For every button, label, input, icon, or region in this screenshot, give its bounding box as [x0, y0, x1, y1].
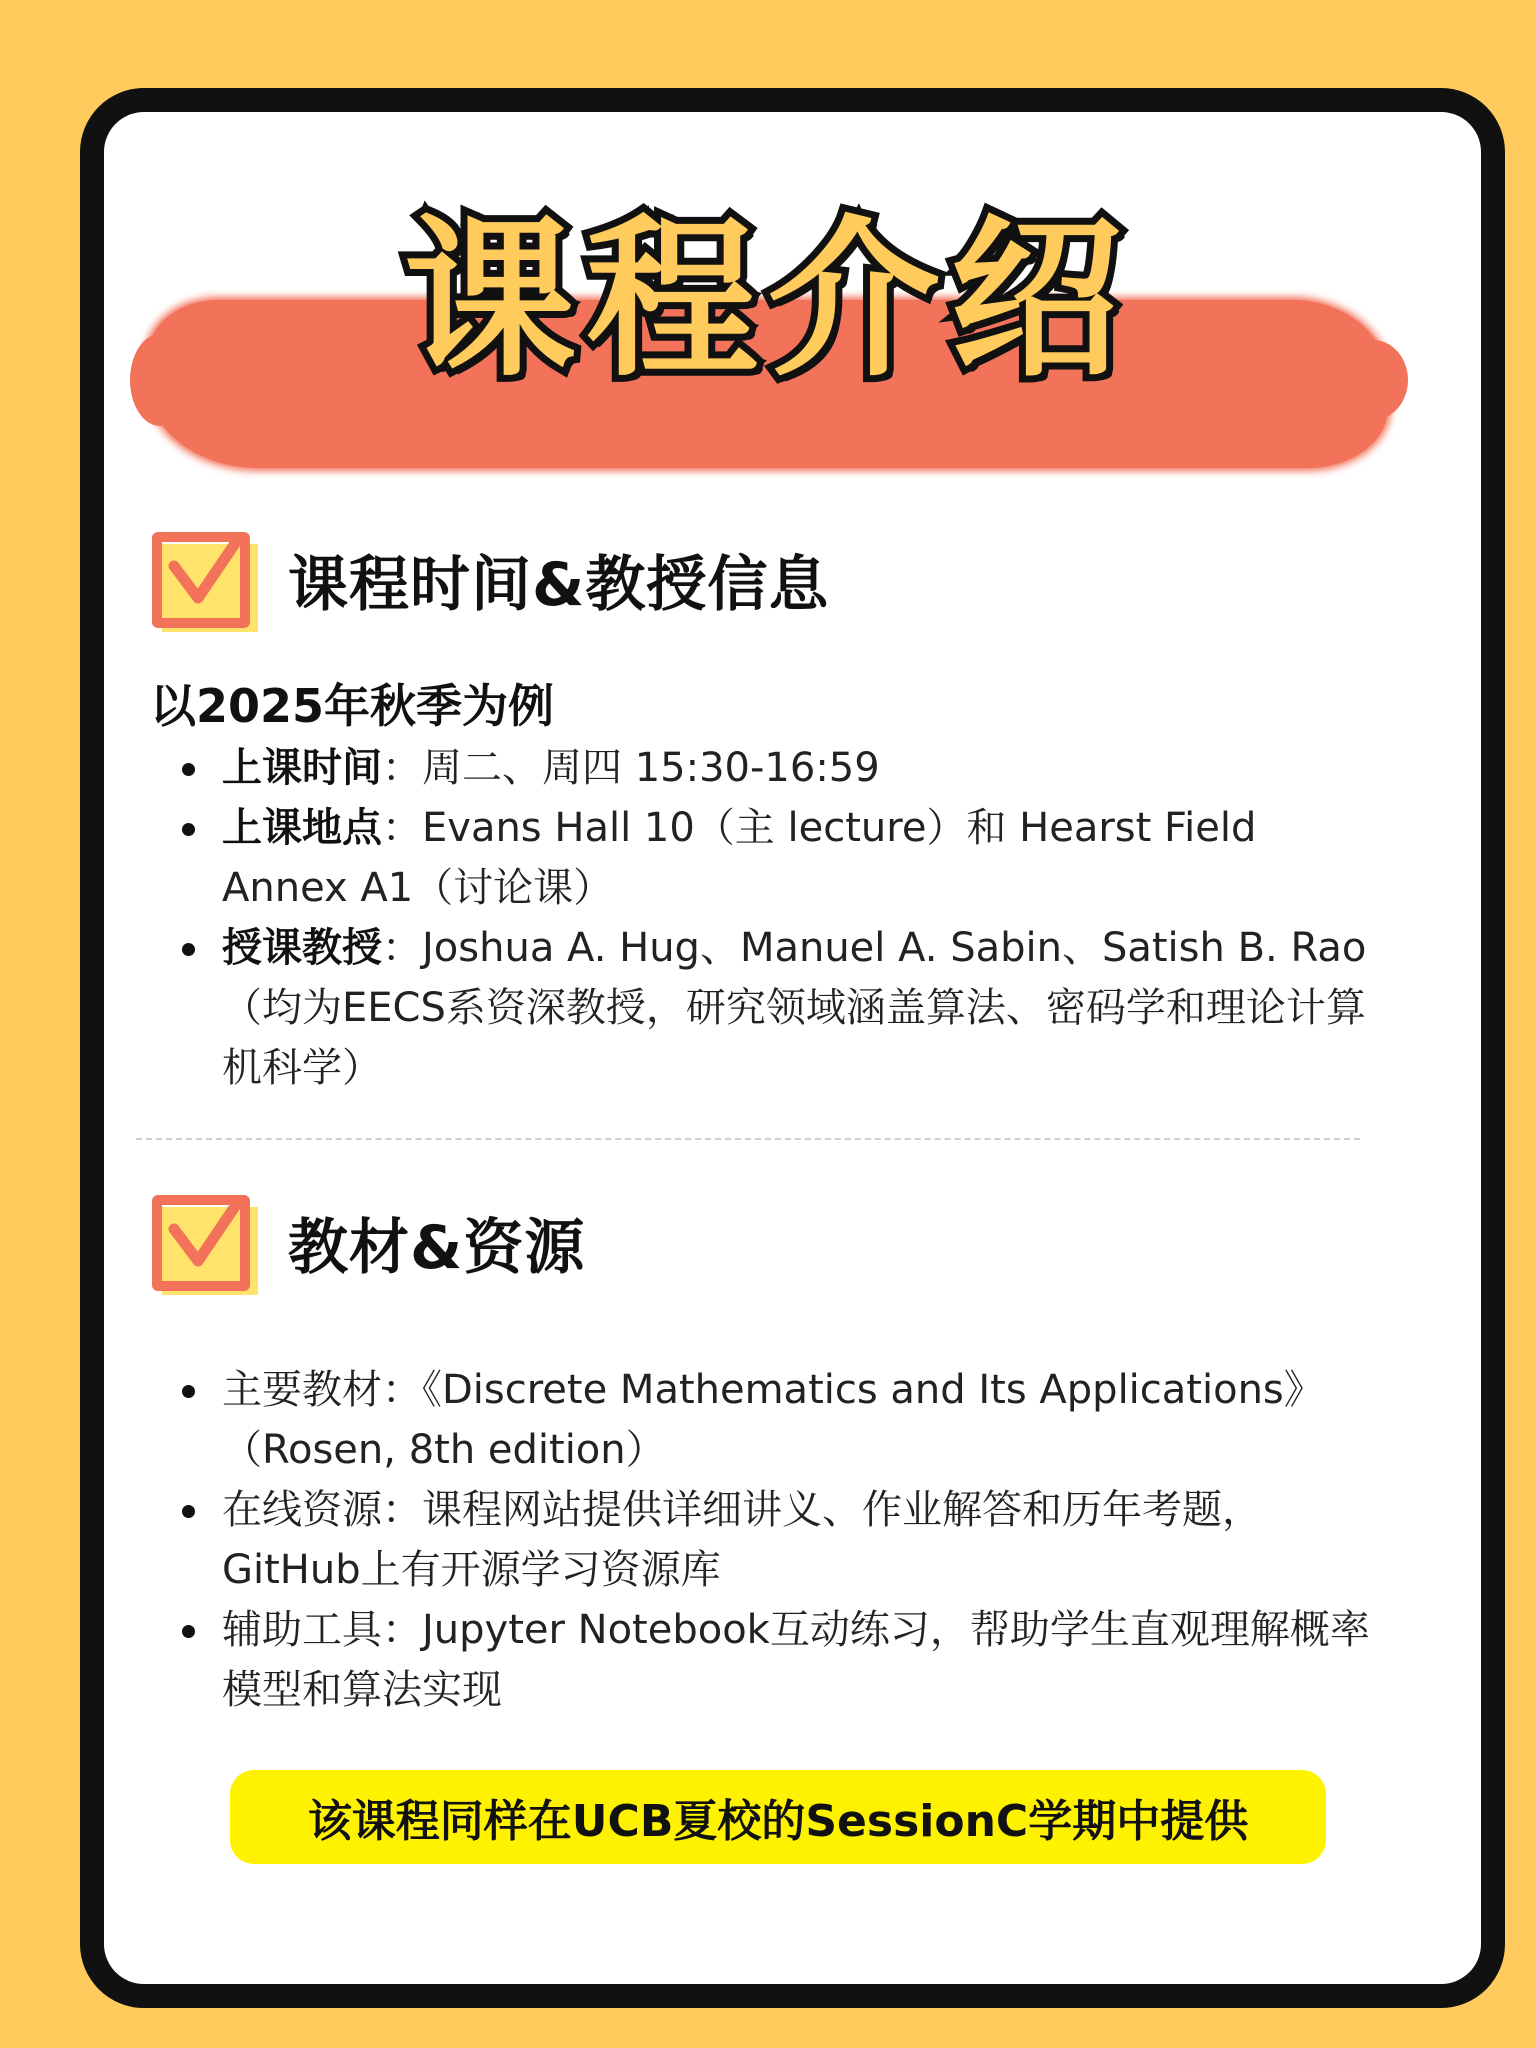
list-item: 授课教授：Joshua A. Hug、Manuel A. Sabin、Satish B. Rao（均为EECS系资深教授，研究领域涵盖算法、密码学和理论计算机科学） [170, 918, 1370, 1098]
checkbox-icon [152, 1195, 252, 1291]
list-item: 上课时间：周二、周四 15:30-16:59 [170, 738, 1370, 798]
item-text: 在线资源：课程网站提供详细讲义、作业解答和历年考题，GitHub上有开源学习资源库 [222, 1487, 1262, 1593]
list-item [170, 1360, 1370, 1480]
item-text: 主要教材：《Discrete Mathematics and Its Applications》（Rosen, 8th edition） [222, 1367, 1324, 1473]
item-label: 上课地点 [222, 805, 382, 851]
list-item [170, 1600, 1370, 1720]
list-item: 上课地点：Evans Hall 10（主 lecture）和 Hearst Field Annex A1（讨论课） [170, 798, 1370, 918]
item-text: Evans Hall 10（主 lecture）和 Hearst Field Annex A1（讨论课） [222, 805, 1257, 911]
section-divider [136, 1138, 1360, 1140]
section-header-resources [152, 1195, 585, 1291]
item-text: 辅助工具：Jupyter Notebook互动练习，帮助学生直观理解概率模型和算法实现 [222, 1607, 1370, 1713]
item-label: 授课教授 [222, 925, 382, 971]
resources-list [170, 1360, 1370, 1720]
section-header-schedule [152, 532, 829, 628]
semester-subheading: 以2025年秋季为例 [150, 679, 555, 733]
section-title-resources: 教材&资源 [288, 1213, 586, 1283]
item-text: Joshua A. Hug、Manuel A. Sabin、Satish B. Rao（均为EECS系资深教授，研究领域涵盖算法、密码学和理论计算机科学） [222, 925, 1367, 1091]
summer-session-banner: 该课程同样在UCB夏校的SessionC学期中提供 [230, 1770, 1326, 1864]
checkbox-icon [152, 532, 252, 628]
section-title-schedule: 课程时间&教授信息 [288, 550, 830, 620]
list-item [170, 1480, 1370, 1600]
item-text: 周二、周四 15:30-16:59 [422, 745, 880, 791]
item-label: 上课时间 [222, 745, 382, 791]
page-title: 课程介绍 [404, 199, 1132, 400]
schedule-list [170, 738, 1370, 1098]
